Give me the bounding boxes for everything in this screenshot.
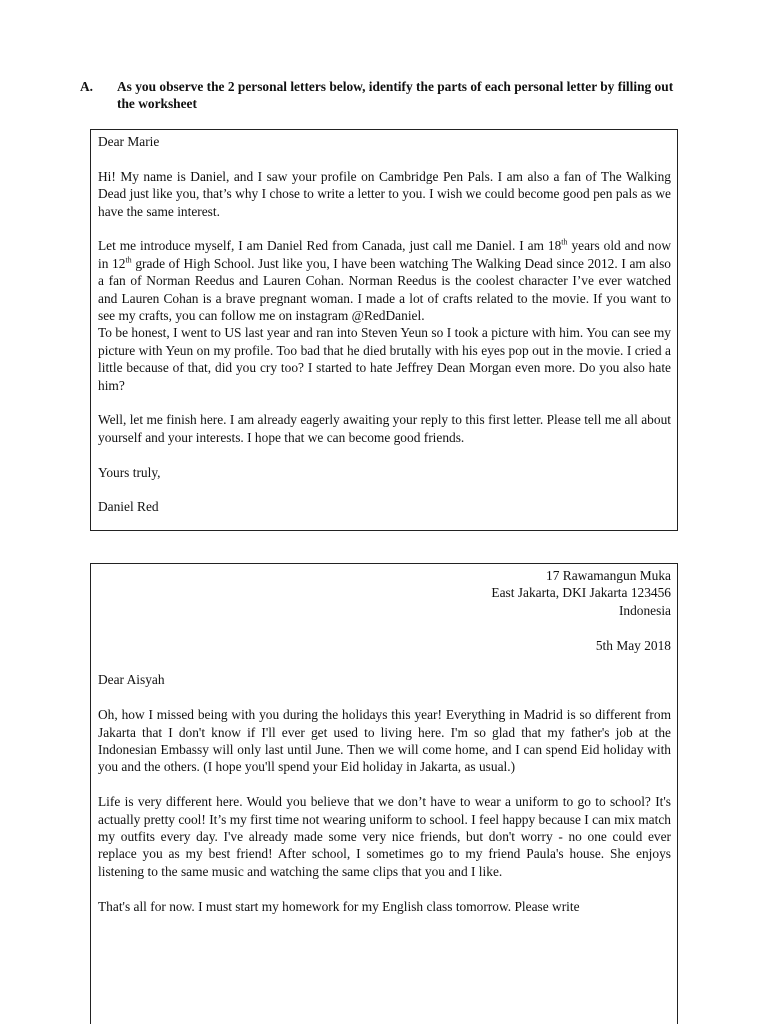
worksheet-instruction bbox=[80, 78, 680, 112]
address-line-2: East Jakarta, DKI Jakarta 123456 bbox=[491, 585, 671, 601]
letter1-salutation: Dear Marie bbox=[98, 134, 160, 149]
letter1-signature: Daniel Red bbox=[98, 499, 159, 515]
address-line-3: Indonesia bbox=[618, 602, 671, 618]
personal-letter-1 bbox=[90, 129, 678, 531]
letter2-salutation: Dear Aisyah bbox=[98, 672, 165, 688]
instruction-text: As you observe the 2 personal letters below, identify the parts of each personal letter by filling out the worksheet bbox=[117, 79, 674, 111]
letter2-paragraph-1: Oh, how I missed being with you during the holidays this year! Everything in Madrid is so different from Jakarta that I don't know if I'll ever get used to living here. I'm so glad that my father's job at the Indonesian Embassy will only last until June. Then we will come home, and I can spend Eid holiday with you and the others. (I hope you'll spend your Eid holiday in Jakarta, as usual.) bbox=[98, 707, 671, 775]
section-marker: A. bbox=[80, 79, 94, 94]
letter1-closing: Yours truly, bbox=[98, 464, 161, 480]
letter1-paragraph-4: Well, let me finish here. I am already eagerly awaiting your reply to this first letter. Please tell me all about yourself and your interests. I hope that we can become good friends. bbox=[98, 412, 671, 445]
letter2-sender-address bbox=[98, 567, 671, 654]
address-line-1: 17 Rawamangun Muka bbox=[546, 568, 671, 583]
personal-letter-2 bbox=[90, 563, 678, 1024]
letter1-paragraph-3: To be honest, I went to US last year and ran into Steven Yeun so I took a picture with him. You can see my picture with Yeun on my profile. Too bad that he died brutally with his eyes pop out in the movie. I cried a little because of that, did you cry too? I started to hate Jeffrey Dean Morgan even more. Do you also hate him? bbox=[98, 325, 671, 393]
letter2-paragraph-3: That's all for now. I must start my homework for my English class tomorrow. Please write bbox=[98, 898, 580, 914]
letter1-paragraph-2: Let me introduce myself, I am Daniel Red from Canada, just call me Daniel. I am 18th years old and now in 12th grade of High School. Just like you, I have been watching The Walking Dead since 2012. I am also a fan of Norman Reedus and Lauren Cohan. Norman Reedus is the coolest character I’ve ever watched and Lauren Cohan is a brave pregnant woman. I made a lot of crafts related to the movie. If you want to see my crafts, you can follow me on instagram @RedDaniel. bbox=[98, 237, 671, 324]
letter2-date: 5th May 2018 bbox=[595, 637, 671, 653]
letter2-paragraph-2: Life is very different here. Would you believe that we don’t have to wear a uniform to go to school? It's actually pretty cool! It’s my first time not wearing uniform to school. I feel happy because I can mix match my outfits every day. I've already made some very nice friends, but don't worry - no one could ever replace you as my best friend! After school, I sometimes go to my friend Paula's house. She enjoys listening to the same music and watching the same clips that you and I like. bbox=[98, 794, 671, 879]
letter1-paragraph-1: Hi! My name is Daniel, and I saw your profile on Cambridge Pen Pals. I am also a fan of The Walking Dead just like you, that’s why I chose to write a letter to you. I wish we could become good pen pals as we have the same interest. bbox=[98, 168, 671, 219]
